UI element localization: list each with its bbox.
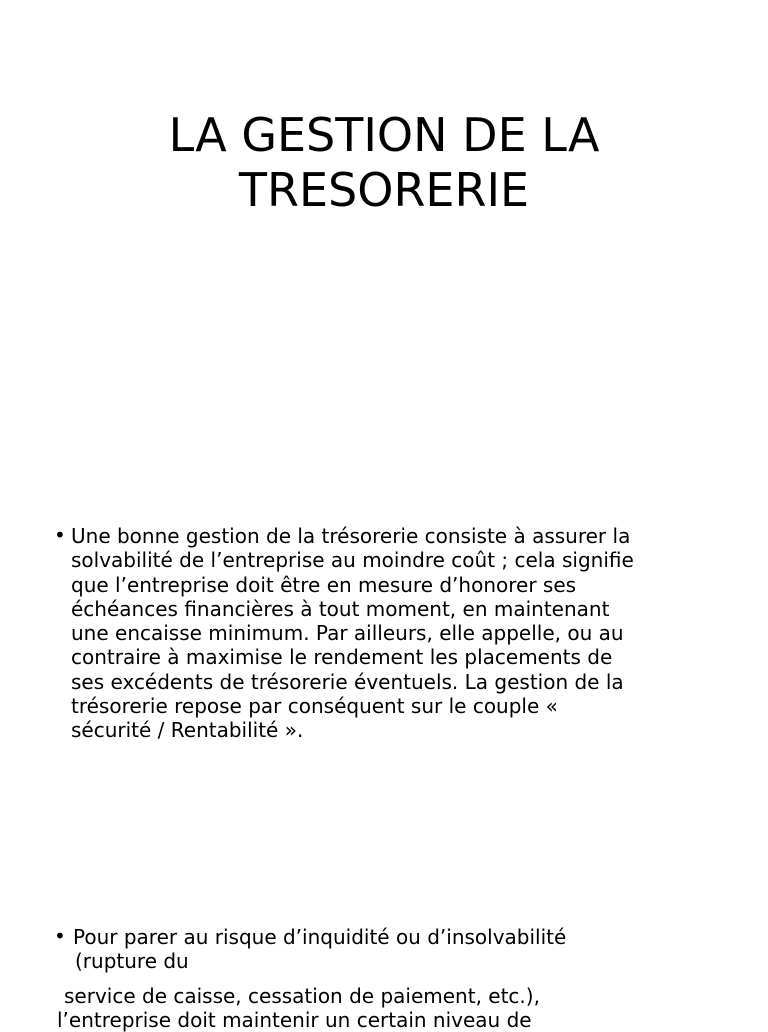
paragraph-line: échéances financières à tout moment, en maintenant <box>71 596 610 621</box>
paragraph-line: Une bonne gestion de la trésorerie consiste à assurer la <box>71 524 631 548</box>
paragraph-line: que l’entreprise doit être en mesure d’honorer ses <box>71 572 577 597</box>
paragraph-line: Pour parer au risque d’inquidité ou d’insolvabilité <box>73 925 567 949</box>
bullet-paragraph-2 <box>54 925 714 974</box>
paragraph-line: une encaisse minimum. Par ailleurs, elle appelle, ou au <box>71 621 624 646</box>
page-title-line-1: LA GESTION DE LA <box>168 108 600 162</box>
paragraph-line: contraire à maximise le rendement les placements de <box>71 645 613 670</box>
paragraph-line: sécurité / Rentabilité ». <box>71 718 304 743</box>
bullet-paragraph-1 <box>54 524 714 743</box>
bullet-item <box>54 524 714 743</box>
bullet-marker: • <box>54 523 66 547</box>
paragraph-continuation-line-1: service de caisse, cessation de paiement, etc.), <box>64 984 540 1008</box>
page-title-line-2: TRESORERIE <box>238 163 530 217</box>
bullet-item <box>54 925 714 974</box>
paragraph-line: ses excédents de trésorerie éventuels. La gestion de la <box>71 669 624 694</box>
bullet-marker: • <box>54 924 66 948</box>
paragraph-line: (rupture du <box>75 949 189 974</box>
paragraph-line: trésorerie repose par conséquent sur le couple « <box>71 694 558 719</box>
paragraph-line: solvabilité de l’entreprise au moindre coût ; cela signifie <box>71 548 634 573</box>
paragraph-continuation-line-2: l’entreprise doit maintenir un certain niveau de <box>57 1008 532 1032</box>
page-title <box>0 108 768 218</box>
